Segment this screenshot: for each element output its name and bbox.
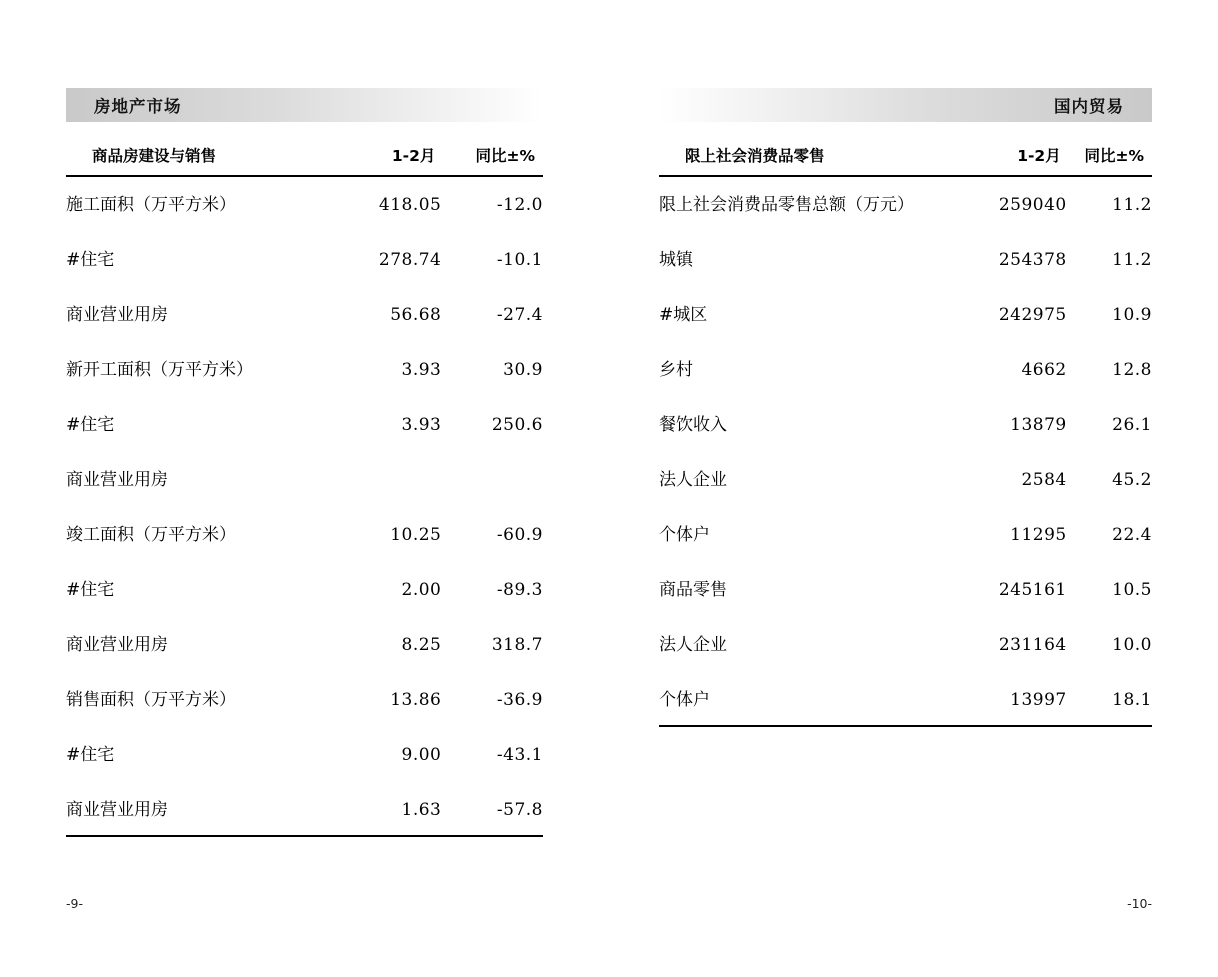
table-row — [66, 450, 543, 505]
table-bottom-rule-left — [66, 835, 543, 837]
row-value: 13879 — [1010, 415, 1067, 435]
row-value: 259040 — [998, 195, 1067, 215]
row-value: 254378 — [998, 250, 1067, 270]
table-row — [659, 285, 1152, 340]
column-header-period-right: 1-2月 — [981, 138, 1067, 176]
row-value: 4662 — [1021, 360, 1067, 380]
row-value: 231164 — [998, 635, 1067, 655]
row-value: 56.68 — [390, 305, 442, 325]
table-row — [659, 615, 1152, 670]
row-value: 418.05 — [378, 195, 442, 215]
row-label: 竣工面积（万平方米） — [66, 525, 236, 545]
row-label: 商品零售 — [659, 580, 727, 600]
column-header-period-left: 1-2月 — [347, 138, 441, 176]
row-label: 商业营业用房 — [66, 800, 168, 820]
row-label: 法人企业 — [659, 635, 727, 655]
row-percent: 10.5 — [1112, 580, 1152, 600]
table-row — [66, 725, 543, 780]
table-row — [66, 285, 543, 340]
row-label: #住宅 — [66, 745, 115, 765]
row-label: 法人企业 — [659, 470, 727, 490]
column-header-yoy-left: 同比±% — [441, 138, 543, 176]
row-value: 3.93 — [401, 360, 442, 380]
row-percent: 11.2 — [1112, 250, 1152, 270]
row-value: 9.00 — [401, 745, 442, 765]
row-percent: 22.4 — [1112, 525, 1152, 545]
row-label: 限上社会消费品零售总额（万元） — [659, 195, 914, 215]
domestic-trade-table-body — [659, 176, 1152, 725]
row-label: 商业营业用房 — [66, 635, 168, 655]
row-percent: -57.8 — [496, 800, 543, 820]
section-title-left: 房地产市场 — [94, 97, 182, 116]
row-value: 245161 — [998, 580, 1067, 600]
row-percent: -27.4 — [496, 305, 543, 325]
table-row — [659, 230, 1152, 285]
table-row — [659, 560, 1152, 615]
row-percent: 10.0 — [1112, 635, 1152, 655]
row-value: 3.93 — [401, 415, 442, 435]
row-percent: 26.1 — [1112, 415, 1152, 435]
row-value: 2.00 — [401, 580, 442, 600]
table-row — [659, 340, 1152, 395]
page-number-right: -10- — [1127, 896, 1152, 911]
row-percent: 30.9 — [503, 360, 543, 380]
row-percent: 11.2 — [1112, 195, 1152, 215]
section-title-right: 国内贸易 — [1054, 97, 1124, 116]
section-header-domestic-trade — [659, 88, 1152, 122]
row-label: #住宅 — [66, 415, 115, 435]
real-estate-table — [66, 138, 543, 835]
row-value: 1.63 — [401, 800, 442, 820]
row-value: 13997 — [1010, 690, 1067, 710]
row-label: 施工面积（万平方米） — [66, 195, 236, 215]
row-value: 242975 — [998, 305, 1067, 325]
row-label: 个体户 — [659, 690, 710, 710]
row-label: 商业营业用房 — [66, 305, 168, 325]
row-percent: 10.9 — [1112, 305, 1152, 325]
row-label: 个体户 — [659, 525, 710, 545]
row-percent: 12.8 — [1112, 360, 1152, 380]
row-value — [347, 450, 441, 505]
domestic-trade-table — [659, 138, 1152, 725]
row-percent: -89.3 — [496, 580, 543, 600]
column-header-category-right: 限上社会消费品零售 — [659, 138, 981, 176]
row-value: 13.86 — [390, 690, 442, 710]
table-row — [66, 670, 543, 725]
table-row — [66, 395, 543, 450]
row-label: #住宅 — [66, 250, 115, 270]
table-row — [659, 505, 1152, 560]
row-label: 商业营业用房 — [66, 470, 168, 490]
row-percent: 318.7 — [491, 635, 543, 655]
table-row — [66, 176, 543, 230]
row-label: 城镇 — [659, 250, 693, 270]
table-bottom-rule-right — [659, 725, 1152, 727]
table-row — [66, 615, 543, 670]
row-percent: -60.9 — [496, 525, 543, 545]
row-label: #城区 — [659, 305, 708, 325]
row-value: 11295 — [1010, 525, 1067, 545]
real-estate-table-body — [66, 176, 543, 835]
row-percent: 18.1 — [1112, 690, 1152, 710]
right-page-column — [609, 0, 1218, 977]
row-label: #住宅 — [66, 580, 115, 600]
row-percent: 250.6 — [491, 415, 543, 435]
column-header-category-left: 商品房建设与销售 — [66, 138, 347, 176]
section-header-real-estate — [66, 88, 543, 122]
table-row — [66, 230, 543, 285]
table-row — [659, 450, 1152, 505]
row-label: 餐饮收入 — [659, 415, 727, 435]
table-row — [659, 395, 1152, 450]
table-header-row — [659, 138, 1152, 176]
row-value: 8.25 — [401, 635, 442, 655]
row-percent: 45.2 — [1112, 470, 1152, 490]
row-percent — [441, 450, 543, 505]
table-row — [659, 176, 1152, 230]
table-row — [66, 505, 543, 560]
row-percent: -12.0 — [496, 195, 543, 215]
row-value: 2584 — [1021, 470, 1067, 490]
row-percent: -10.1 — [496, 250, 543, 270]
table-row — [66, 560, 543, 615]
column-header-yoy-right: 同比±% — [1067, 138, 1152, 176]
row-label: 销售面积（万平方米） — [66, 690, 236, 710]
row-label: 乡村 — [659, 360, 693, 380]
page-number-left: -9- — [66, 896, 83, 911]
row-percent: -36.9 — [496, 690, 543, 710]
row-percent: -43.1 — [496, 745, 543, 765]
table-row — [66, 340, 543, 395]
table-row — [659, 670, 1152, 725]
row-label: 新开工面积（万平方米） — [66, 360, 253, 380]
row-value: 10.25 — [390, 525, 442, 545]
table-header-row — [66, 138, 543, 176]
table-row — [66, 780, 543, 835]
row-value: 278.74 — [378, 250, 442, 270]
